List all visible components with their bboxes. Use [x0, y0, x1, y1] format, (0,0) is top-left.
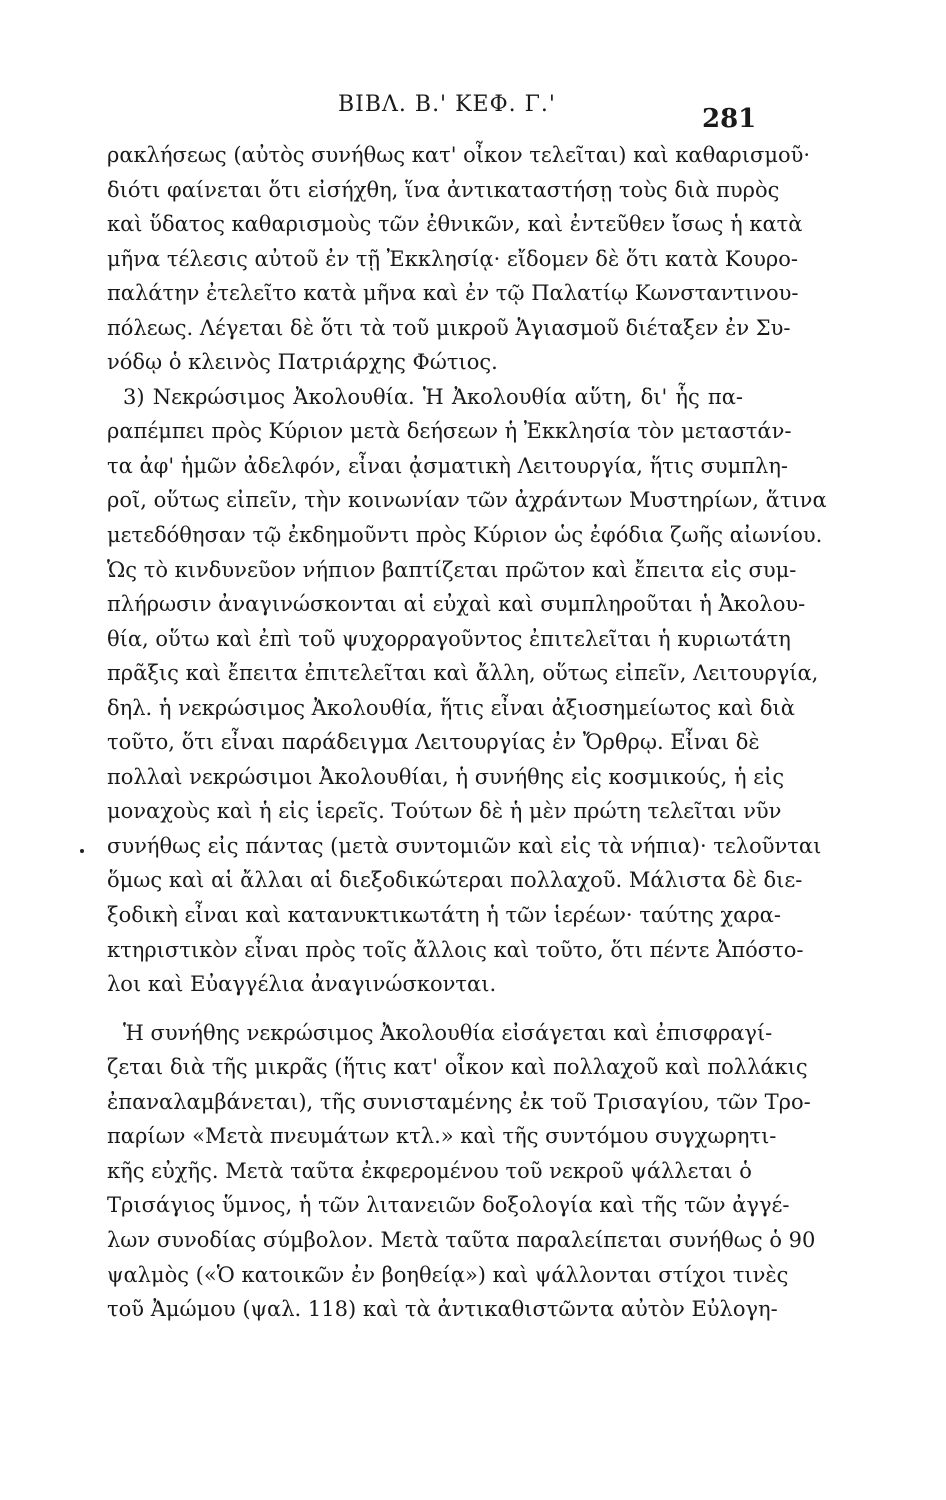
text-line: λοι καὶ Εὐαγγέλια ἀναγινώσκονται.: [107, 972, 497, 997]
text-line: ροῖ, οὕτως εἰπεῖν, τὴν κοινωνίαν τῶν ἀχράντων Μυστηρίων, ἅτινα: [107, 488, 827, 513]
text-line: μῆνα τέλεσις αὐτοῦ ἐν τῇ Ἐκκλησίᾳ· εἴδομεν δὲ ὅτι κατὰ Κουρο-: [107, 246, 799, 271]
text-line: παλάτην ἐτελεῖτο κατὰ μῆνα καὶ ἐν τῷ Παλατίῳ Κωνσταντινου-: [107, 281, 799, 306]
text-line: Ἡ συνήθης νεκρώσιμος Ἀκολουθία εἰσάγεται καὶ ἐπισφραγί-: [123, 1020, 773, 1045]
text-line: μοναχοὺς καὶ ἡ εἰς ἱερεῖς. Τούτων δὲ ἡ μὲν πρώτη τελεῖται νῦν: [107, 799, 782, 824]
text-line: πρᾶξις καὶ ἔπειτα ἐπιτελεῖται καὶ ἄλλη, οὕτως εἰπεῖν, Λειτουργία,: [107, 661, 819, 686]
text-line: κτηριστικὸν εἶναι πρὸς τοῖς ἄλλοις καὶ τοῦτο, ὅτι πέντε Ἀπόστο-: [107, 937, 804, 962]
running-head: ΒΙΒΛ. Β.' ΚΕΦ. Γ.': [338, 92, 556, 117]
paragraph-1: [107, 138, 811, 380]
text-line: κῆς εὐχῆς. Μετὰ ταῦτα ἐκφερομένου τοῦ νεκροῦ ψάλλεται ὁ: [107, 1158, 752, 1183]
text-line: πολλαὶ νεκρώσιμοι Ἀκολουθίαι, ἡ συνήθης εἰς κοσμικούς, ἡ εἰς: [107, 764, 785, 789]
text-line: ὅμως καὶ αἱ ἄλλαι αἱ διεξοδικώτεραι πολλαχοῦ. Μάλιστα δὲ διε-: [107, 868, 803, 893]
text-line: τοῦτο, ὅτι εἶναι παράδειγμα Λειτουργίας ἐν Ὄρθρῳ. Εἶναι δὲ: [107, 730, 760, 755]
text-line: ἐπαναλαμβάνεται), τῆς συνισταμένης ἐκ τοῦ Τρισαγίου, τῶν Τρο-: [107, 1089, 811, 1114]
margin-dot: [80, 849, 84, 853]
text-line: λων συνοδίας σύμβολον. Μετὰ ταῦτα παραλείπεται συνήθως ὁ 90: [107, 1227, 816, 1252]
text-line: πόλεως. Λέγεται δὲ ὅτι τὰ τοῦ μικροῦ Ἁγιασμοῦ διέταξεν ἐν Συ-: [107, 315, 791, 340]
text-line: πλήρωσιν ἀναγινώσκονται αἱ εὐχαὶ καὶ συμπληροῦται ἡ Ἀκολου-: [107, 592, 806, 617]
text-block: [107, 138, 827, 1327]
text-line: 3) Νεκρώσιμος Ἀκολουθία. Ἡ Ἀκολουθία αὕτη, δι' ἧς πα-: [123, 384, 743, 409]
paragraph-3: [107, 1016, 816, 1327]
text-line: θία, οὕτω καὶ ἐπὶ τοῦ ψυχορραγοῦντος ἐπιτελεῖται ἡ κυριωτάτη: [107, 626, 791, 651]
text-line: Τρισάγιος ὕμνος, ἡ τῶν λιτανειῶν δοξολογία καὶ τῆς τῶν ἀγγέ-: [107, 1193, 790, 1218]
text-line: Ὡς τὸ κινδυνεῦον νήπιον βαπτίζεται πρῶτον καὶ ἔπειτα εἰς συμ-: [107, 557, 797, 582]
text-line: δηλ. ἡ νεκρώσιμος Ἀκολουθία, ἥτις εἶναι ἀξιοσημείωτος καὶ διὰ: [107, 695, 795, 720]
text-line: καὶ ὕδατος καθαρισμοὺς τῶν ἐθνικῶν, καὶ ἐντεῦθεν ἴσως ἡ κατὰ: [107, 212, 803, 237]
paragraph-gap: [107, 1002, 743, 1016]
text-line: ραπέμπει πρὸς Κύριον μετὰ δεήσεων ἡ Ἐκκλησία τὸν μεταστάν-: [107, 419, 792, 444]
text-line: παρίων «Μετὰ πνευμάτων κτλ.» καὶ τῆς συντόμου συγχωρητι-: [107, 1124, 777, 1149]
text-line: νόδῳ ὁ κλεινὸς Πατριάρχης Φώτιος.: [107, 350, 498, 375]
text-line: ξοδικὴ εἶναι καὶ κατανυκτικωτάτη ἡ τῶν ἱερέων· ταύτης χαρα-: [107, 903, 781, 928]
text-line: τα ἀφ' ἡμῶν ἀδελφόν, εἶναι ᾀσματικὴ Λειτουργία, ἥτις συμπλη-: [107, 453, 789, 478]
text-line: ζεται διὰ τῆς μικρᾶς (ἥτις κατ' οἶκον καὶ πολλαχοῦ καὶ πολλάκις: [107, 1055, 808, 1080]
text-line: ψαλμὸς («Ὁ κατοικῶν ἐν βοηθείᾳ») καὶ ψάλλονται στίχοι τινὲς: [107, 1262, 789, 1287]
text-line: μετεδόθησαν τῷ ἐκδημοῦντι πρὸς Κύριον ὡς ἐφόδια ζωῆς αἰωνίου.: [107, 523, 823, 548]
paragraph-2: [107, 380, 827, 1002]
page-number: 281: [702, 104, 757, 134]
text-line: τοῦ Ἀμώμου (ψαλ. 118) καὶ τὰ ἀντικαθιστῶντα αὐτὸν Εὐλογη-: [107, 1297, 778, 1322]
text-line: ρακλήσεως (αὐτὸς συνήθως κατ' οἶκον τελεῖται) καὶ καθαρισμοῦ·: [107, 143, 811, 167]
text-line: διότι φαίνεται ὅτι εἰσήχθη, ἵνα ἀντικαταστήσῃ τοὺς διὰ πυρὸς: [107, 177, 780, 202]
text-line: συνήθως εἰς πάντας (μετὰ συντομιῶν καὶ εἰς τὰ νήπια)· τελοῦνται: [107, 833, 822, 858]
